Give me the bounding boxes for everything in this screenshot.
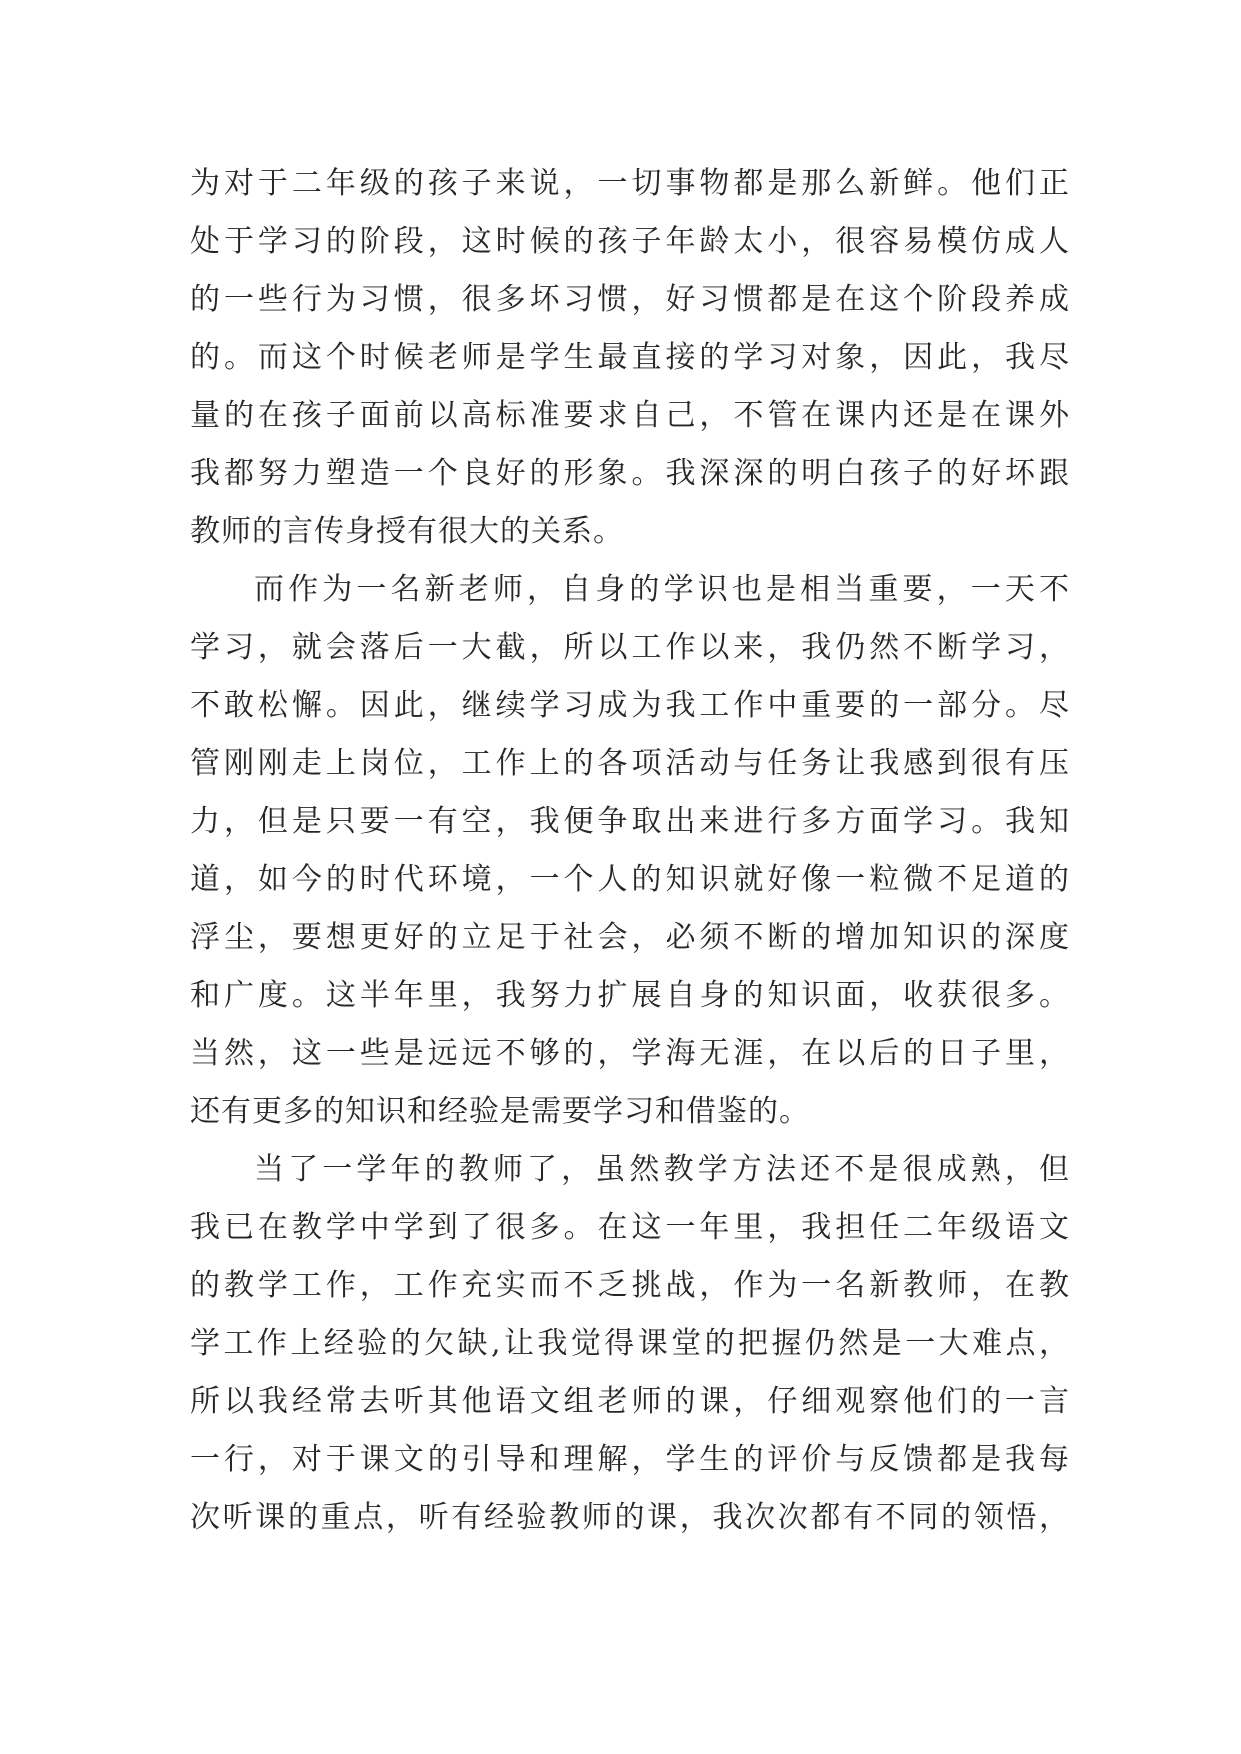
paragraph-1	[190, 155, 1070, 561]
text-line: 当了一学年的教师了，虽然教学方法还不是很成熟，但	[254, 1152, 1070, 1187]
text-line: 而作为一名新老师，自身的学识也是相当重要，一天不	[254, 572, 1070, 607]
text-line: 我都努力塑造一个良好的形象。我深深的明白孩子的好坏跟	[190, 456, 1070, 491]
text-line: 还有更多的知识和经验是需要学习和借鉴的。	[190, 1094, 810, 1129]
paragraph-3	[190, 1141, 1070, 1547]
text-line: 的。而这个时候老师是学生最直接的学习对象，因此，我尽	[190, 340, 1070, 375]
text-line: 所以我经常去听其他语文组老师的课，仔细观察他们的一言	[190, 1384, 1070, 1419]
text-line: 教师的言传身授有很大的关系。	[190, 514, 624, 549]
text-line: 的教学工作，工作充实而不乏挑战，作为一名新教师，在教	[190, 1268, 1070, 1303]
text-line: 管刚刚走上岗位，工作上的各项活动与任务让我感到很有压	[190, 746, 1070, 781]
text-line: 为对于二年级的孩子来说，一切事物都是那么新鲜。他们正	[190, 166, 1070, 201]
text-line: 的一些行为习惯，很多坏习惯，好习惯都是在这个阶段养成	[190, 282, 1070, 317]
text-line: 力，但是只要一有空，我便争取出来进行多方面学习。我知	[190, 804, 1070, 839]
document-body	[190, 155, 1070, 1547]
paragraph-2	[190, 561, 1070, 1141]
text-line: 和广度。这半年里，我努力扩展自身的知识面，收获很多。	[190, 978, 1070, 1013]
text-line: 次听课的重点，听有经验教师的课，我次次都有不同的领悟，	[190, 1500, 1070, 1535]
text-line: 量的在孩子面前以高标准要求自己，不管在课内还是在课外	[190, 398, 1070, 433]
text-line: 处于学习的阶段，这时候的孩子年龄太小，很容易模仿成人	[190, 224, 1070, 259]
text-line: 不敢松懈。因此，继续学习成为我工作中重要的一部分。尽	[190, 688, 1070, 723]
text-line: 当然，这一些是远远不够的，学海无涯，在以后的日子里，	[190, 1036, 1070, 1071]
text-line: 浮尘，要想更好的立足于社会，必须不断的增加知识的深度	[190, 920, 1070, 955]
text-line: 一行，对于课文的引导和理解，学生的评价与反馈都是我每	[190, 1442, 1070, 1477]
text-line: 学工作上经验的欠缺,让我觉得课堂的把握仍然是一大难点，	[190, 1326, 1070, 1361]
text-line: 学习，就会落后一大截，所以工作以来，我仍然不断学习，	[190, 630, 1070, 665]
text-line: 道，如今的时代环境，一个人的知识就好像一粒微不足道的	[190, 862, 1070, 897]
text-line: 我已在教学中学到了很多。在这一年里，我担任二年级语文	[190, 1210, 1070, 1245]
